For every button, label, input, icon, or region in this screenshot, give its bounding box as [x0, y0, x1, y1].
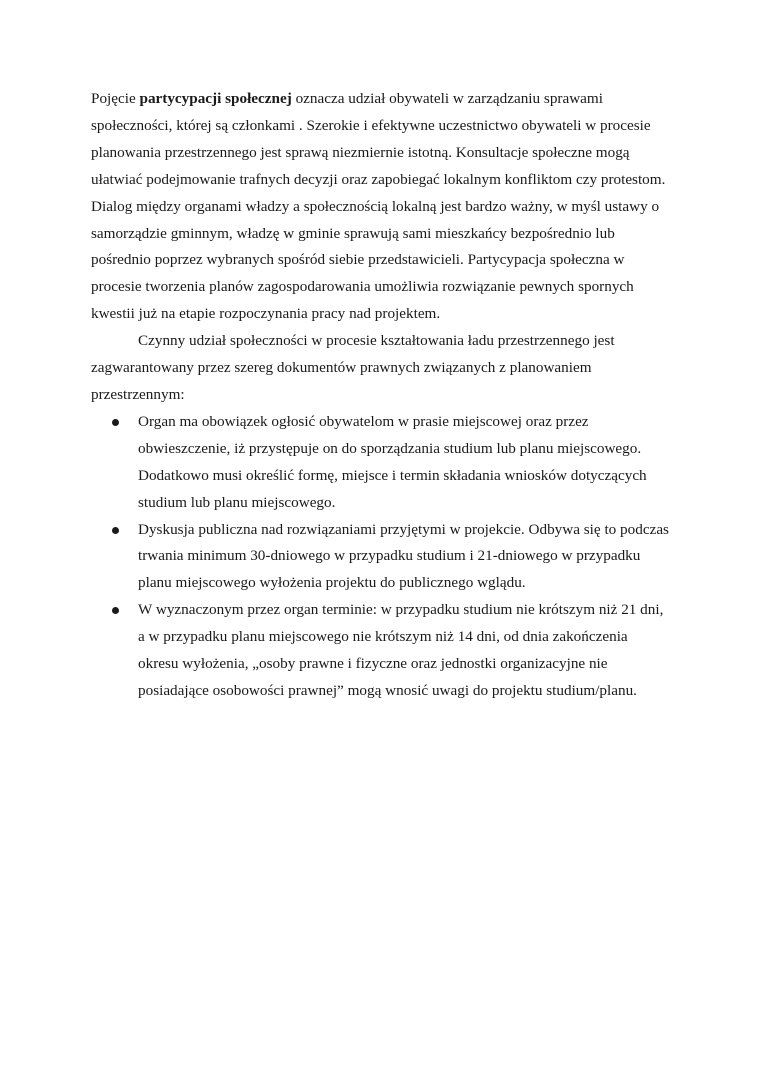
document-body: [91, 86, 671, 705]
paragraph-legal-documents-intro: Czynny udział społeczności w procesie kształtowania ładu przestrzennego jest zagwarantowany przez szereg dokumentów prawnych związanych z planowaniem przestrzennym:: [91, 332, 615, 403]
bold-term-partycypacja: partycypacji społecznej: [139, 90, 292, 107]
bullet-item-text: Organ ma obowiązek ogłosić obywatelom w prasie miejscowej oraz przez obwieszczenie, iż przystępuje on do sporządzania studium lub planu miejscowego. Dodatkowo musi określić formę, miejsce i termin składania wniosków dotyczących studium lub planu miejscowego.: [138, 412, 647, 511]
bullet-item-comments-deadline: [91, 597, 671, 705]
paragraph-1-prefix: Pojęcie: [91, 90, 140, 107]
bullet-icon: [112, 527, 119, 534]
bullet-icon: [112, 419, 119, 426]
bullet-item-text: Dyskusja publiczna nad rozwiązaniami przyjętymi w projekcie. Odbywa się to podczas trwania minimum 30-dniowego w przypadku studium i 21-dniowego w przypadku planu miejscowego wyłożenia projektu do publicznego wglądu.: [138, 520, 669, 592]
bullet-item-text: W wyznaczonym przez organ terminie: w przypadku studium nie krótszym niż 21 dni, a w przypadku planu miejscowego nie krótszym niż 14 dni, od dnia zakończenia okresu wyłożenia, „osoby prawne i fizyczne oraz jednostki organizacyjne nie posiadające osobowości prawnej” mogą wnosić uwagi do projektu studium/planu.: [138, 601, 664, 699]
bullet-item-public-discussion: [91, 517, 671, 598]
bullet-item-announcement: [91, 409, 671, 517]
bullet-list: [91, 409, 671, 705]
paragraph-1-text: oznacza udział obywateli w zarządzaniu sprawami społeczności, której są członkami . Szerokie i efektywne uczestnictwo obywateli w procesie planowania przestrzennego jest sprawą niezmiernie istotną. Konsultacje społeczne mogą ułatwiać podejmowanie trafnych decyzji oraz zapobiegać lokalnym konfliktom czy protestom. Dialog między organami władzy a społecznością lokalną jest bardzo ważny, w myśl ustawy o samorządzie gminnym, władzę w gminie sprawują sami mieszkańcy bezpośrednio lub pośrednio poprzez wybranych spośród siebie przedstawicieli. Partycypacja społeczna w procesie tworzenia planów zagospodarowania umożliwia rozwiązanie pewnych spornych kwestii już na etapie rozpoczynania pracy nad projektem.: [91, 90, 666, 323]
bullet-icon: [112, 607, 119, 614]
paragraph-participation-definition: [91, 86, 671, 328]
